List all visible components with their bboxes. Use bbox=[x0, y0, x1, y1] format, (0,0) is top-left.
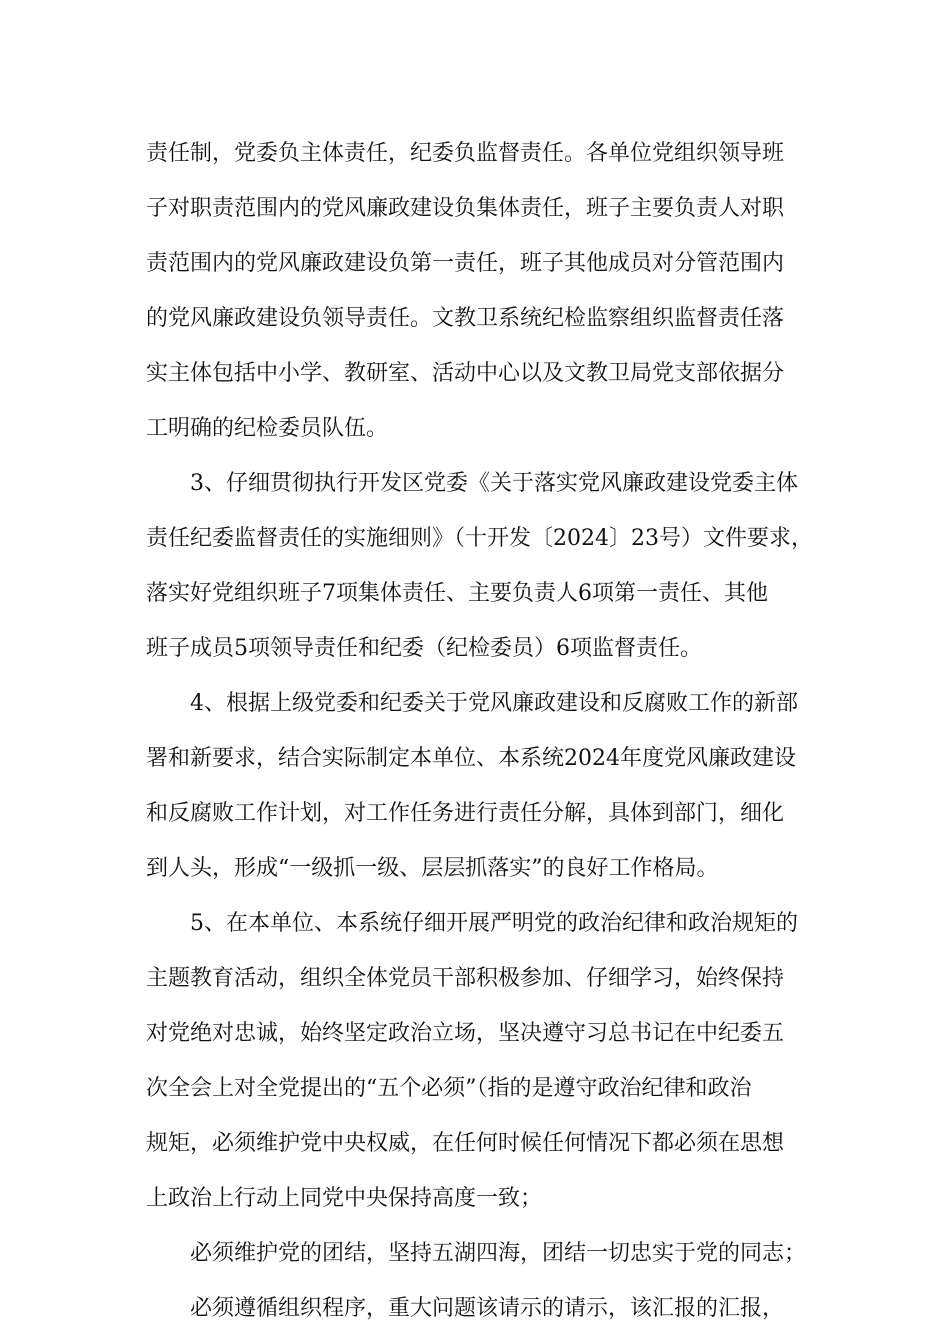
text-line: 的党风廉政建设负领导责任。文教卫系统纪检监察组织监督责任落 bbox=[146, 306, 785, 331]
text-line: 责任制，党委负主体责任，纪委负监督责任。各单位党组织领导班 bbox=[146, 141, 785, 166]
text-line: 到人头，形成“一级抓一级、层层抓落实”的良好工作格局。 bbox=[146, 856, 719, 881]
paragraph-4-first-line: 4、根据上级党委和纪委关于党风廉政建设和反腐败工作的新部 bbox=[190, 691, 798, 716]
text-line: 规矩，必须维护党中央权威，在任何时候任何情况下都必须在思想 bbox=[146, 1131, 785, 1156]
text-line: 工明确的纪检委员队伍。 bbox=[146, 416, 389, 441]
text-line: 落实好党组织班子7项集体责任、主要负责人6项第一责任、其他 bbox=[146, 581, 768, 606]
text-line: 对党绝对忠诚，始终坚定政治立场，坚决遵守习总书记在中纪委五 bbox=[146, 1021, 785, 1046]
text-line: 主题教育活动，组织全体党员干部积极参加、仔细学习，始终保持 bbox=[146, 966, 785, 991]
paragraph-5-first-line: 5、在本单位、本系统仔细开展严明党的政治纪律和政治规矩的 bbox=[190, 911, 798, 936]
paragraph-first-line: 必须遵循组织程序，重大问题该请示的请示，该汇报的汇报， bbox=[190, 1296, 785, 1321]
text-line: 次全会上对全党提出的“五个必须”（指的是遵守政治纪律和政治 bbox=[146, 1076, 752, 1101]
text-line: 子对职责范围内的党风廉政建设负集体责任，班子主要负责人对职 bbox=[146, 196, 785, 221]
text-line: 责范围内的党风廉政建设负第一责任，班子其他成员对分管范围内 bbox=[146, 251, 785, 276]
text-line: 上政治上行动上同党中央保持高度一致； bbox=[146, 1186, 543, 1211]
paragraph-3-first-line: 3、仔细贯彻执行开发区党委《关于落实党风廉政建设党委主体 bbox=[190, 471, 798, 496]
text-line: 班子成员5项领导责任和纪委（纪检委员）6项监督责任。 bbox=[146, 636, 702, 661]
text-line: 实主体包括中小学、教研室、活动中心以及文教卫局党支部依据分 bbox=[146, 361, 785, 386]
text-line: 责任纪委监督责任的实施细则》（十开发〔2024〕23号）文件要求， bbox=[146, 526, 813, 551]
document-body bbox=[146, 126, 816, 1336]
paragraph-first-line: 必须维护党的团结，坚持五湖四海，团结一切忠实于党的同志； bbox=[190, 1241, 807, 1266]
text-line: 和反腐败工作计划，对工作任务进行责任分解，具体到部门，细化 bbox=[146, 801, 785, 826]
text-line: 署和新要求，结合实际制定本单位、本系统2024年度党风廉政建设 bbox=[146, 746, 796, 771]
